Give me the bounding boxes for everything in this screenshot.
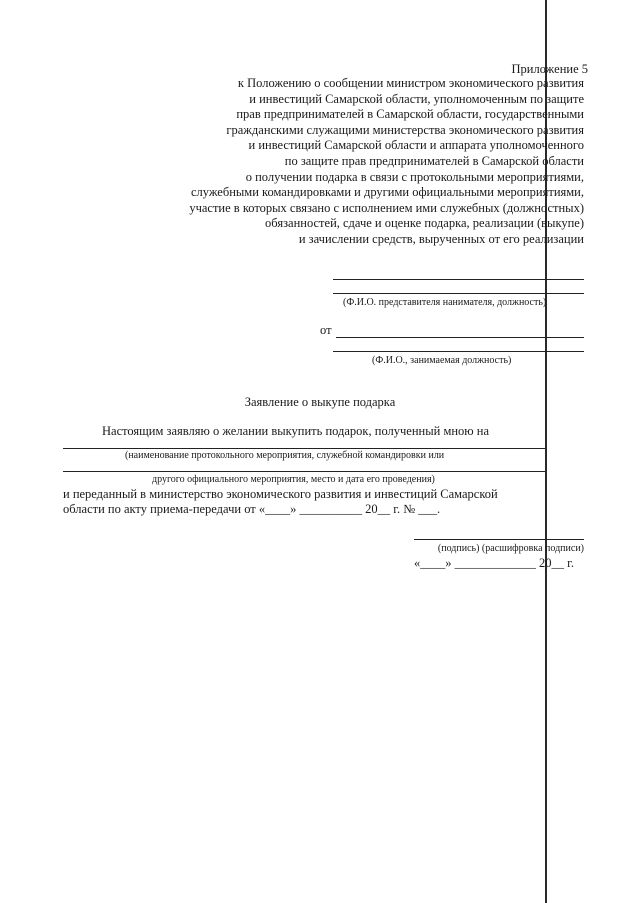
document-title: Заявление о выкупе подарка bbox=[244, 395, 396, 409]
preamble-line: и зачислении средств, вырученных от его реализации bbox=[298, 231, 584, 246]
statement-line: Настоящим заявляю о желании выкупить подарок, полученный мною на bbox=[102, 424, 489, 438]
preamble-line: к Положению о сообщении министром экономического развития bbox=[237, 76, 584, 90]
employer-fill-line-1 bbox=[333, 279, 584, 280]
preamble-line: гражданскими служащими министерства экономического развития bbox=[226, 122, 584, 137]
signature-caption: (подпись) (расшифровка подписи) bbox=[437, 543, 584, 554]
preamble-line: прав предпринимателей в Самарской области, государственными bbox=[236, 107, 584, 122]
event-fill-line-2 bbox=[63, 471, 545, 472]
preamble-line: и инвестиций Самарской области, уполномоченным по защите bbox=[249, 91, 584, 106]
preamble-line: служебными командировками и другими официальными мероприятиями, bbox=[190, 185, 584, 200]
applicant-caption: (Ф.И.О., занимаемая должность) bbox=[372, 355, 512, 366]
signature-date-line: «____» _____________ 20__ г. bbox=[414, 556, 574, 570]
employer-fill-line-2 bbox=[333, 293, 584, 294]
applicant-fill-line-1 bbox=[336, 337, 584, 338]
event-caption-1: (наименование протокольного мероприятия, служебной командировки или bbox=[125, 450, 445, 461]
preamble-line: о получении подарка в связи с протокольными мероприятиями, bbox=[245, 169, 584, 184]
event-caption-2: другого официального мероприятия, место и дата его проведения) bbox=[152, 474, 435, 485]
signature-fill-line bbox=[414, 539, 584, 540]
preamble-line: и инвестиций Самарской области и аппарата уполномоченного bbox=[248, 138, 584, 153]
preamble-line: по защите прав предпринимателей в Самарской области bbox=[284, 153, 584, 168]
transfer-line-1: и переданный в министерство экономического развития и инвестиций Самарской bbox=[63, 487, 498, 501]
employer-caption: (Ф.И.О. представителя нанимателя, должность) bbox=[343, 297, 547, 308]
regulation-preamble bbox=[144, 76, 584, 248]
applicant-fill-line-2 bbox=[333, 351, 584, 352]
transfer-line-2: области по акту приема-передачи от «____» __________ 20__ г. № ___. bbox=[63, 502, 441, 516]
from-label: от bbox=[320, 323, 332, 337]
event-fill-line-1 bbox=[63, 448, 545, 449]
preamble-line: обязанностей, сдаче и оценке подарка, реализации (выкупе) bbox=[265, 216, 584, 231]
preamble-line: участие в которых связано с исполнением ими служебных (должностных) bbox=[189, 200, 584, 215]
appendix-title: Приложение 5 bbox=[511, 62, 588, 76]
